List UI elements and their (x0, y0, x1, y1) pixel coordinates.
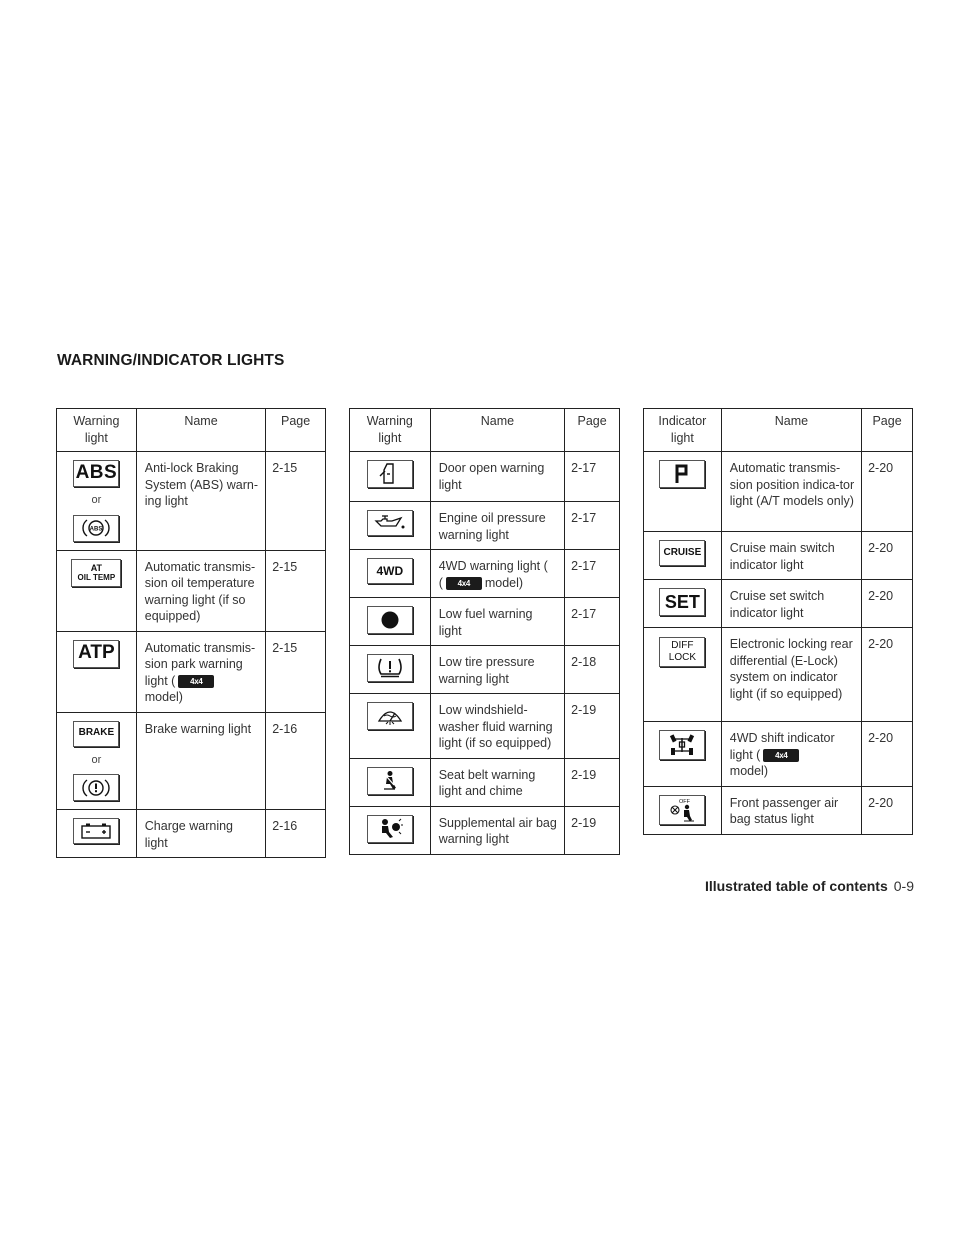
page-number: 2-17 (565, 452, 620, 502)
abs-text-icon: ABS (73, 460, 119, 487)
table-header-row (350, 409, 620, 452)
light-name: 4WD warning light ( ( 4x4 model) (438, 559, 548, 590)
table-row (350, 806, 620, 854)
light-name: Cruise set switch indicator light (729, 589, 825, 620)
light-name: Low windshield-washer fluid warning light (if so equipped) (438, 703, 553, 750)
table-row (350, 502, 620, 550)
light-name: Engine oil pressure warning light (438, 511, 546, 542)
warning-lights-table-1 (56, 408, 326, 858)
light-name: Front passenger air bag status light (729, 795, 839, 826)
light-name: Anti-lock Braking System (ABS) warn-ing light (144, 461, 258, 508)
table-row (57, 631, 326, 712)
table-header-row (644, 409, 913, 452)
indicator-lights-table (643, 408, 913, 835)
table-row (644, 786, 913, 834)
table-row (644, 722, 913, 787)
svg-text:ABS: ABS (90, 526, 103, 533)
brake-circle-icon (73, 774, 119, 801)
footer-title: Illustrated table of contents (704, 878, 888, 894)
page-number: 2-19 (565, 758, 620, 806)
header-name: Name (430, 409, 564, 452)
4wd-icon: 4WD (367, 558, 413, 584)
or-label: or (91, 494, 102, 506)
header-light: Warning light (350, 409, 431, 452)
light-name: 4WD shift indicator light ( 4x4 model) (729, 731, 835, 778)
svg-text:OFF: OFF (679, 798, 691, 805)
page-number: 2-16 (266, 712, 326, 810)
page-number: 2-17 (565, 502, 620, 550)
light-name: Low fuel warning light (438, 607, 533, 638)
page-footer (705, 878, 914, 894)
table-row (644, 580, 913, 628)
light-name: Electronic locking rear differential (E-Lock) system on indicator light (if so equipped) (729, 637, 853, 701)
header-light: Indicator light (644, 409, 722, 452)
page-number: 2-15 (266, 452, 326, 551)
section-title: WARNING/INDICATOR LIGHTS (57, 352, 285, 369)
light-name: Low tire pressure warning light (438, 655, 535, 686)
page-number: 2-16 (266, 810, 326, 858)
page-number: 2-20 (862, 628, 913, 722)
table-row (350, 646, 620, 694)
park-p-icon (659, 460, 705, 488)
table-row (57, 810, 326, 858)
brake-text-icon: BRAKE (73, 721, 119, 747)
table-header-row (57, 409, 326, 452)
table-row (644, 532, 913, 580)
door-open-icon (367, 460, 413, 488)
airbag-icon (367, 815, 413, 843)
page-number: 2-20 (862, 532, 913, 580)
table-row (57, 712, 326, 810)
header-page: Page (565, 409, 620, 452)
or-label: or (91, 753, 102, 766)
4wd-shift-icon (659, 730, 705, 760)
warning-lights-table-2 (349, 408, 620, 855)
diff-lock-icon: DIFF LOCK (659, 637, 705, 667)
tire-pressure-icon (367, 654, 413, 682)
four-by-four-badge-icon: 4x4 (446, 577, 482, 590)
page-number: 2-19 (565, 694, 620, 759)
light-name: Automatic transmis-sion oil temperature warning light (if so equipped) (144, 559, 256, 623)
page-number: 2-20 (862, 722, 913, 787)
light-name: Automatic transmis-sion park warning light ( 4x4 model) (144, 640, 256, 704)
page-number: 2-18 (565, 646, 620, 694)
light-name: Brake warning light (144, 721, 252, 736)
atp-icon: ATP (73, 640, 119, 668)
set-icon: SET (659, 588, 705, 616)
table-row (644, 628, 913, 722)
four-by-four-badge-icon: 4x4 (178, 675, 214, 688)
header-page: Page (266, 409, 326, 452)
cruise-icon: CRUISE (659, 540, 705, 566)
page-number: 2-17 (565, 598, 620, 646)
light-name: Door open warning light (438, 461, 545, 492)
header-page: Page (862, 409, 913, 452)
four-by-four-badge-icon: 4x4 (763, 749, 799, 762)
seat-belt-icon (367, 767, 413, 795)
page-number: 2-19 (565, 806, 620, 854)
oil-can-icon (367, 510, 413, 536)
table-row (644, 452, 913, 532)
passenger-airbag-off-icon (659, 795, 705, 825)
page-number: 2-17 (565, 550, 620, 598)
page-number: 2-15 (266, 550, 326, 631)
page-number: 2-15 (266, 631, 326, 712)
header-light: Warning light (57, 409, 137, 452)
abs-circle-icon (73, 515, 119, 542)
light-name: Cruise main switch indicator light (729, 541, 835, 572)
washer-fluid-icon (367, 702, 413, 730)
page-number: 2-20 (862, 580, 913, 628)
table-row (350, 694, 620, 759)
battery-icon (73, 818, 119, 844)
footer-page-number: 0-9 (893, 878, 914, 894)
table-row (350, 598, 620, 646)
page-number: 2-20 (862, 452, 913, 532)
fuel-dot-icon (367, 606, 413, 634)
light-name: Supplemental air bag warning light (438, 815, 557, 846)
table-row (57, 550, 326, 631)
light-name: Seat belt warning light and chime (438, 767, 536, 798)
header-name: Name (136, 409, 265, 452)
at-oil-temp-icon: AT OIL TEMP (71, 559, 121, 587)
table-row (350, 758, 620, 806)
table-row (57, 452, 326, 551)
light-name: Automatic transmis-sion position indica-tor light (A/T models only) (729, 461, 855, 508)
page-number: 2-20 (862, 786, 913, 834)
table-row (350, 550, 620, 598)
table-row (350, 452, 620, 502)
light-name: Charge warning light (144, 819, 234, 850)
header-name: Name (721, 409, 861, 452)
